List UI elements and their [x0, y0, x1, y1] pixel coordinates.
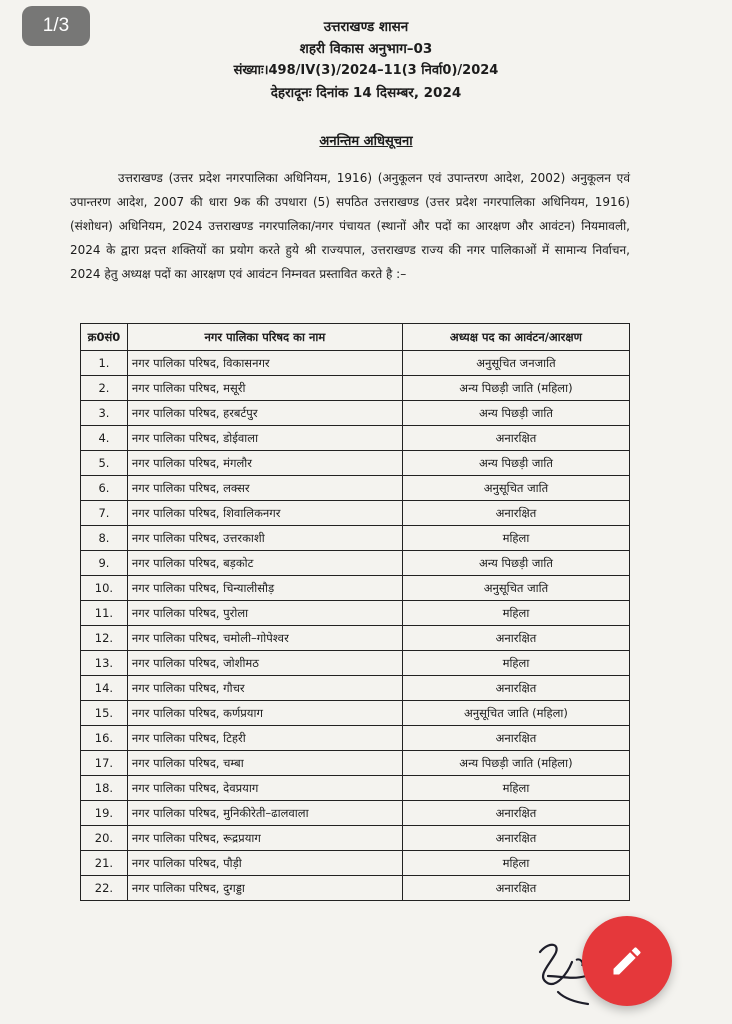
- table-row: [81, 576, 630, 601]
- cell-sno: 12.: [81, 626, 128, 651]
- body-paragraph: उत्तराखण्ड (उत्तर प्रदेश नगरपालिका अधिनियम, 1916) (अनुकूलन एवं उपान्तरण आदेश, 2002) अनुकूलन एवं उपान्तरण आदेश, 2007 की धारा 9क की उपधारा (5) सपठित उत्तराखण्ड (उत्तर प्रदेश नगरपालिका अधिनियम, 1916) (संशोधन) अधिनियम, 2024 उत्तराखण्ड नगरपालिका/नगर पंचायत (स्थानों और पदों का आरक्षण और आवंटन) नियमावली, 2024 के द्वारा प्रदत्त शक्तियों का प्रयोग करते हुये श्री राज्यपाल, उत्तराखण्ड राज्य की नगर पालिकाओं में सामान्य निर्वाचन, 2024 हेतु अध्यक्ष पदों का आरक्षण एवं आवंटन निम्नवत प्रस्तावित करते है :–: [70, 171, 630, 281]
- cell-sno: 16.: [81, 726, 128, 751]
- reference-number: संख्याः।498/IV(3)/2024–11(3 निर्वा0)/2024: [233, 63, 499, 78]
- cell-sno: 11.: [81, 601, 128, 626]
- table-row: [81, 676, 630, 701]
- cell-sno: 13.: [81, 651, 128, 676]
- edit-button[interactable]: [582, 916, 672, 1006]
- cell-allocation: अनारक्षित: [402, 626, 629, 651]
- cell-name: नगर पालिका परिषद, उत्तरकाशी: [127, 526, 402, 551]
- cell-sno: 3.: [81, 401, 128, 426]
- cell-name: नगर पालिका परिषद, टिहरी: [127, 726, 402, 751]
- table-row: [81, 476, 630, 501]
- table-row: [81, 651, 630, 676]
- pencil-icon: [609, 943, 645, 979]
- cell-name: नगर पालिका परिषद, लक्सर: [127, 476, 402, 501]
- table-row: [81, 451, 630, 476]
- document-header: [0, 16, 732, 104]
- cell-sno: 4.: [81, 426, 128, 451]
- cell-name: नगर पालिका परिषद, गौचर: [127, 676, 402, 701]
- cell-sno: 20.: [81, 826, 128, 851]
- cell-name: नगर पालिका परिषद, मसूरी: [127, 376, 402, 401]
- cell-allocation: अनुसूचित जाति: [402, 476, 629, 501]
- cell-sno: 5.: [81, 451, 128, 476]
- cell-sno: 17.: [81, 751, 128, 776]
- cell-sno: 6.: [81, 476, 128, 501]
- cell-name: नगर पालिका परिषद, दुगड्डा: [127, 876, 402, 901]
- cell-name: नगर पालिका परिषद, पुरोला: [127, 601, 402, 626]
- table-row: [81, 751, 630, 776]
- cell-name: नगर पालिका परिषद, रूद्रप्रयाग: [127, 826, 402, 851]
- cell-allocation: अन्य पिछड़ी जाति: [402, 401, 629, 426]
- cell-name: नगर पालिका परिषद, चम्बा: [127, 751, 402, 776]
- cell-name: नगर पालिका परिषद, मंगलौर: [127, 451, 402, 476]
- cell-name: नगर पालिका परिषद, हरबर्टपुर: [127, 401, 402, 426]
- place-date: देहरादूनः दिनांक 14 दिसम्बर, 2024: [270, 85, 462, 101]
- table-row: [81, 376, 630, 401]
- table-row: [81, 526, 630, 551]
- table-row: [81, 501, 630, 526]
- cell-allocation: अनुसूचित जाति (महिला): [402, 701, 629, 726]
- cell-allocation: अनारक्षित: [402, 801, 629, 826]
- cell-allocation: अनुसूचित जनजाति: [402, 351, 629, 376]
- cell-allocation: अन्य पिछड़ी जाति (महिला): [402, 751, 629, 776]
- table-row: [81, 701, 630, 726]
- cell-sno: 8.: [81, 526, 128, 551]
- table-row: [81, 401, 630, 426]
- table-row: [81, 851, 630, 876]
- cell-allocation: अनारक्षित: [402, 426, 629, 451]
- cell-name: नगर पालिका परिषद, देवप्रयाग: [127, 776, 402, 801]
- cell-allocation: अनारक्षित: [402, 826, 629, 851]
- cell-sno: 9.: [81, 551, 128, 576]
- cell-sno: 22.: [81, 876, 128, 901]
- cell-name: नगर पालिका परिषद, जोशीमठ: [127, 651, 402, 676]
- cell-sno: 19.: [81, 801, 128, 826]
- cell-allocation: अन्य पिछड़ी जाति (महिला): [402, 376, 629, 401]
- cell-sno: 7.: [81, 501, 128, 526]
- cell-allocation: महिला: [402, 776, 629, 801]
- allocation-table: [80, 323, 630, 901]
- cell-allocation: अनारक्षित: [402, 501, 629, 526]
- cell-allocation: अन्य पिछड़ी जाति: [402, 551, 629, 576]
- cell-name: नगर पालिका परिषद, चिन्यालीसौड़: [127, 576, 402, 601]
- government-name: उत्तराखण्ड शासन: [323, 19, 409, 35]
- page-counter: 1/3: [22, 6, 90, 46]
- header-name: नगर पालिका परिषद का नाम: [127, 324, 402, 351]
- notification-title: अनन्तिम अधिसूचना: [319, 134, 413, 149]
- cell-sno: 15.: [81, 701, 128, 726]
- cell-name: नगर पालिका परिषद, कर्णप्रयाग: [127, 701, 402, 726]
- table-row: [81, 726, 630, 751]
- cell-sno: 1.: [81, 351, 128, 376]
- table-row: [81, 826, 630, 851]
- cell-name: नगर पालिका परिषद, डोईवाला: [127, 426, 402, 451]
- department-name: शहरी विकास अनुभाग–03: [299, 41, 433, 57]
- table-row: [81, 626, 630, 651]
- table-row: [81, 601, 630, 626]
- header-allocation: अध्यक्ष पद का आवंटन/आरक्षण: [402, 324, 629, 351]
- table-row: [81, 551, 630, 576]
- cell-name: नगर पालिका परिषद, पौड़ी: [127, 851, 402, 876]
- cell-name: नगर पालिका परिषद, मुनिकीरेती–ढालवाला: [127, 801, 402, 826]
- cell-sno: 2.: [81, 376, 128, 401]
- cell-allocation: महिला: [402, 851, 629, 876]
- cell-sno: 10.: [81, 576, 128, 601]
- cell-name: नगर पालिका परिषद, विकासनगर: [127, 351, 402, 376]
- cell-allocation: महिला: [402, 526, 629, 551]
- cell-allocation: अन्य पिछड़ी जाति: [402, 451, 629, 476]
- cell-sno: 21.: [81, 851, 128, 876]
- cell-allocation: अनारक्षित: [402, 676, 629, 701]
- cell-name: नगर पालिका परिषद, शिवालिकनगर: [127, 501, 402, 526]
- cell-allocation: अनारक्षित: [402, 876, 629, 901]
- cell-name: नगर पालिका परिषद, बड़कोट: [127, 551, 402, 576]
- cell-allocation: अनारक्षित: [402, 726, 629, 751]
- cell-allocation: महिला: [402, 651, 629, 676]
- table-row: [81, 876, 630, 901]
- cell-allocation: महिला: [402, 601, 629, 626]
- cell-sno: 18.: [81, 776, 128, 801]
- table-row: [81, 351, 630, 376]
- cell-allocation: अनुसूचित जाति: [402, 576, 629, 601]
- table-row: [81, 776, 630, 801]
- table-row: [81, 426, 630, 451]
- cell-sno: 14.: [81, 676, 128, 701]
- table-row: [81, 801, 630, 826]
- table-header-row: [81, 324, 630, 351]
- table-body: [81, 351, 630, 901]
- header-sno: क्र0सं0: [81, 324, 128, 351]
- cell-name: नगर पालिका परिषद, चमोली–गोपेश्वर: [127, 626, 402, 651]
